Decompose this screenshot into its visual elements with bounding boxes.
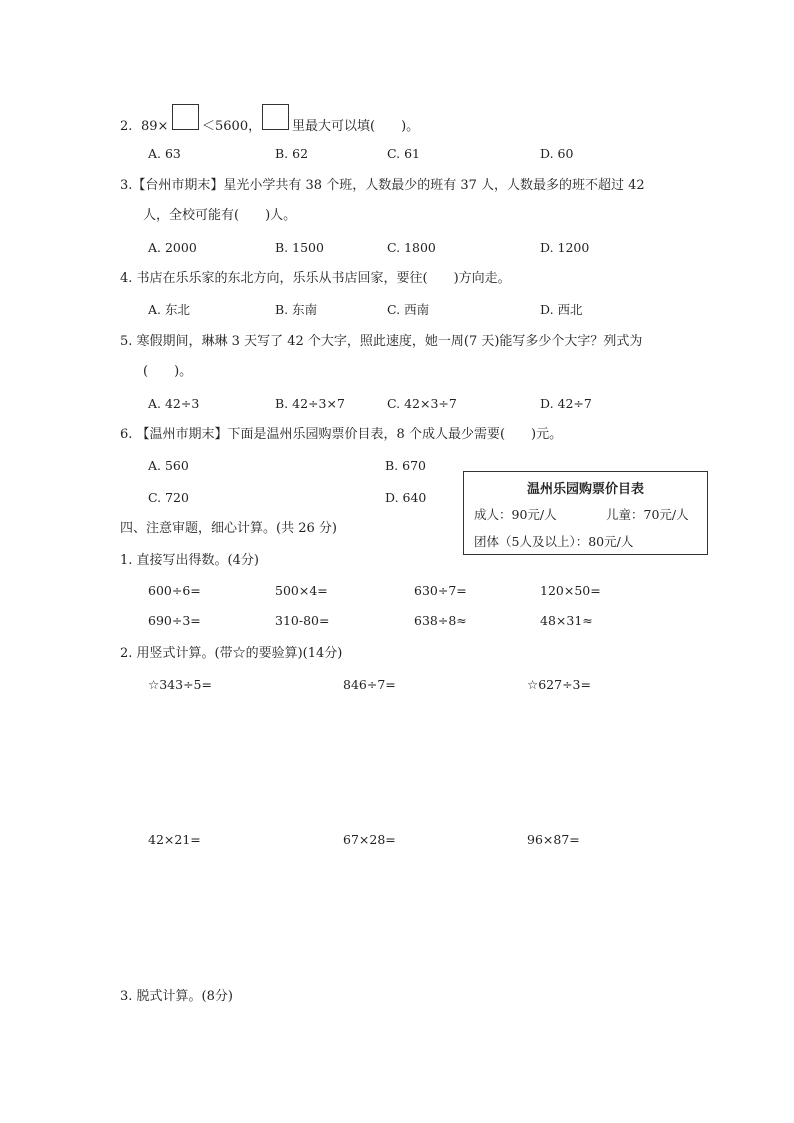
mental-item: 690÷3= bbox=[148, 613, 201, 628]
mental-item: 638÷8≈ bbox=[414, 613, 467, 628]
price-child: 儿童：70元/人 bbox=[606, 507, 689, 522]
price-group: 团体（5人及以上）：80元/人 bbox=[474, 534, 634, 549]
vertical-item: ☆627÷3= bbox=[527, 677, 591, 692]
q4-line1: 4. 书店在乐乐家的东北方向，乐乐从书店回家，要往( )方向走。 bbox=[120, 271, 511, 286]
part1-title: 1. 直接写出得数。(4分) bbox=[120, 553, 259, 568]
q3-line1: 3.【台州市期末】星光小学共有 38 个班，人数最少的班有 37 人，人数最多的班不超过 42 bbox=[120, 178, 645, 193]
q3-option-a: A. 2000 bbox=[148, 240, 197, 255]
q2-text-a: 89× bbox=[141, 119, 169, 134]
q5-option-a: A. 42÷3 bbox=[148, 396, 200, 411]
q4-option-d: D. 西北 bbox=[540, 302, 583, 317]
part2-title: 2. 用竖式计算。(带☆的要验算)(14分) bbox=[120, 646, 343, 661]
part3-title: 3. 脱式计算。(8分) bbox=[120, 989, 233, 1004]
q5-option-d: D. 42÷7 bbox=[540, 396, 592, 411]
q5-option-c: C. 42×3÷7 bbox=[387, 396, 457, 411]
mental-item: 120×50= bbox=[540, 583, 601, 598]
answer-box bbox=[172, 104, 199, 130]
q3-option-b: B. 1500 bbox=[275, 240, 324, 255]
q2-number: 2. bbox=[120, 119, 133, 134]
q2-text-c: 里最大可以填( )。 bbox=[292, 119, 420, 134]
q6-option-c: C. 720 bbox=[148, 490, 189, 505]
vertical-item: 67×28= bbox=[343, 832, 396, 847]
q5-line2: ( )。 bbox=[143, 364, 193, 379]
mental-item: 630÷7= bbox=[414, 583, 467, 598]
section4-heading: 四、注意审题，细心计算。(共 26 分) bbox=[120, 521, 337, 536]
q5-line1: 5. 寒假期间，琳琳 3 天写了 42 个大字，照此速度，她一周(7 天)能写多少个大字？列式为 bbox=[120, 334, 643, 349]
q6-option-b: B. 670 bbox=[385, 458, 426, 473]
q3-option-d: D. 1200 bbox=[540, 240, 590, 255]
q2-text-b: ＜5600， bbox=[202, 119, 262, 134]
price-table-title: 温州乐园购票价目表 bbox=[526, 482, 644, 497]
vertical-item: ☆343÷5= bbox=[148, 677, 212, 692]
q5-option-b: B. 42÷3×7 bbox=[275, 396, 345, 411]
q2-option-b: B. 62 bbox=[275, 146, 309, 161]
q6-option-d: D. 640 bbox=[385, 490, 427, 505]
q3-option-c: C. 1800 bbox=[387, 240, 436, 255]
vertical-item: 96×87= bbox=[527, 832, 580, 847]
q2-option-c: C. 61 bbox=[387, 146, 420, 161]
price-adult: 成人：90元/人 bbox=[474, 507, 557, 522]
answer-box bbox=[262, 104, 289, 130]
q6-option-a: A. 560 bbox=[148, 458, 189, 473]
q3-line2: 人，全校可能有( )人。 bbox=[143, 208, 297, 223]
vertical-item: 42×21= bbox=[148, 832, 201, 847]
mental-item: 310-80= bbox=[275, 613, 330, 628]
mental-item: 48×31≈ bbox=[540, 613, 593, 628]
q2-option-a: A. 63 bbox=[148, 146, 181, 161]
mental-item: 600÷6= bbox=[148, 583, 201, 598]
q6-line1: 6. 【温州市期末】下面是温州乐园购票价目表，8 个成人最少需要( )元。 bbox=[120, 427, 563, 442]
mental-item: 500×4= bbox=[275, 583, 328, 598]
q4-option-b: B. 东南 bbox=[275, 302, 318, 317]
price-table bbox=[463, 471, 708, 555]
q4-option-c: C. 西南 bbox=[387, 302, 430, 317]
q4-option-a: A. 东北 bbox=[148, 302, 190, 317]
q2-option-d: D. 60 bbox=[540, 146, 574, 161]
vertical-item: 846÷7= bbox=[343, 677, 396, 692]
